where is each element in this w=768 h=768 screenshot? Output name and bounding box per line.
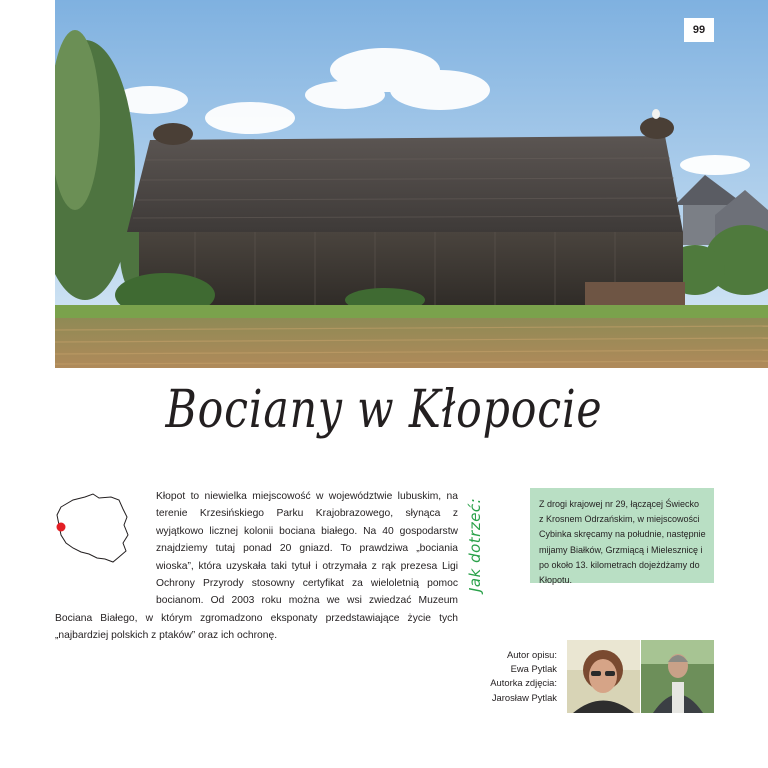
page-number: 99 <box>684 18 714 42</box>
map-text-wrap-spacer <box>55 488 156 594</box>
author-photo-man <box>641 640 714 713</box>
credit-photo-label: Autorka zdjęcia: <box>490 677 557 689</box>
credit-description-author: Ewa Pytlak <box>510 663 557 675</box>
author-photo-woman <box>567 640 640 713</box>
credit-description-label: Autor opisu: <box>506 649 557 660</box>
hero-photo-barn <box>55 0 768 368</box>
directions-label: Jak dotrzeć: <box>466 497 484 592</box>
article-body-paragraph: Kłopot to niewielka miejscowość w województwie lubuskim, na terenie Krzesińskiego Parku Krajobrazowego, słynąca z wyjątkowo licznej kolonii bociana białego. Na 40 gospodarstw znajdziemy tutaj ponad 20 gniazd. To prawdziwa „bociania wioska”, która uzyskała taki tytuł i otrzymała z rąk prezesa Ligi Ochrony Przyrody stosowny certyfikat za wieloletnią pomoc bocianom. Od 2003 roku można we wsi zwiedzać Muzeum Bociana Białego, w którym zgromadzono eksponaty przedstawiające życie tych „najbardziej polskich z ptaków” oraz ich ochronę. <box>55 491 458 642</box>
credits <box>460 648 557 705</box>
credit-photo-author: Jarosław Pytlak <box>491 691 557 703</box>
article-body <box>55 488 458 645</box>
article-title: Bociany w Kłopocie <box>165 380 603 440</box>
directions-box: Z drogi krajowej nr 29, łączącej Świecko z Krosnem Odrzańskim, w miejscowości Cybinka skręcamy na południe, następnie mijamy Białków, Grzmiącą i Mielesznicę i po około 13. kilometrach dojeżdżamy do Kłopotu. <box>530 488 714 583</box>
